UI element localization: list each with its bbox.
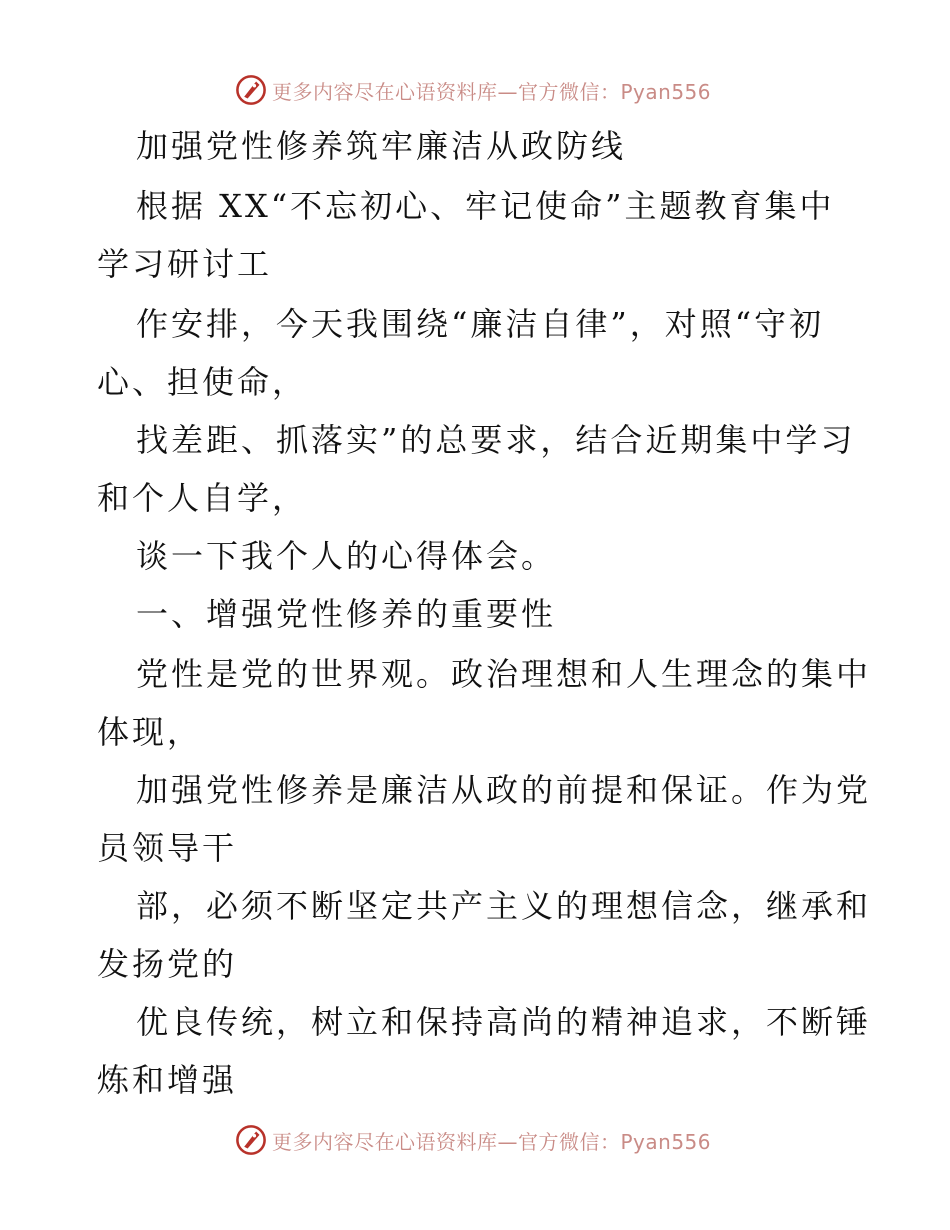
paragraph-line: 加强党性修养是廉洁从政的前提和保证。作为党 [136,771,872,809]
paragraph-line: 根据 XX“不忘初心、牢记使命”主题教育集中 [136,187,835,225]
paragraph-line: 炼和增强 [97,1061,238,1099]
document-title: 加强党性修养筑牢廉洁从政防线 [136,127,627,165]
pen-nib-seal-icon [234,73,268,107]
paragraph-line: 学习研讨工 [97,245,273,283]
paragraph-line: 作安排，今天我围绕“廉洁自律”，对照“守初 [136,305,825,343]
paragraph-line: 发扬党的 [97,945,238,983]
paragraph-line: 谈一下我个人的心得体会。 [136,537,557,575]
paragraph-line: 员领导干 [97,829,238,867]
paragraph-line: 优良传统，树立和保持高尚的精神追求，不断锤 [136,1003,872,1041]
watermark-text: 更多内容尽在心语资料库—官方微信：Pyan556 [272,79,712,104]
pen-nib-seal-icon [234,1123,268,1157]
paragraph-line: 找差距、抓落实”的总要求，结合近期集中学习 [136,421,856,459]
paragraph-line: 部，必须不断坚定共产主义的理想信念，继承和 [136,887,872,925]
watermark-footer [234,1122,711,1158]
watermark-header [234,72,711,108]
section-heading: 一、增强党性修养的重要性 [136,595,557,633]
paragraph-line: 党性是党的世界观。政治理想和人生理念的集中 [136,655,872,693]
paragraph-line: 体现， [97,713,203,751]
watermark-text: 更多内容尽在心语资料库—官方微信：Pyan556 [272,1129,712,1154]
paragraph-line: 和个人自学， [97,479,308,517]
paragraph-line: 心、担使命， [97,363,308,401]
